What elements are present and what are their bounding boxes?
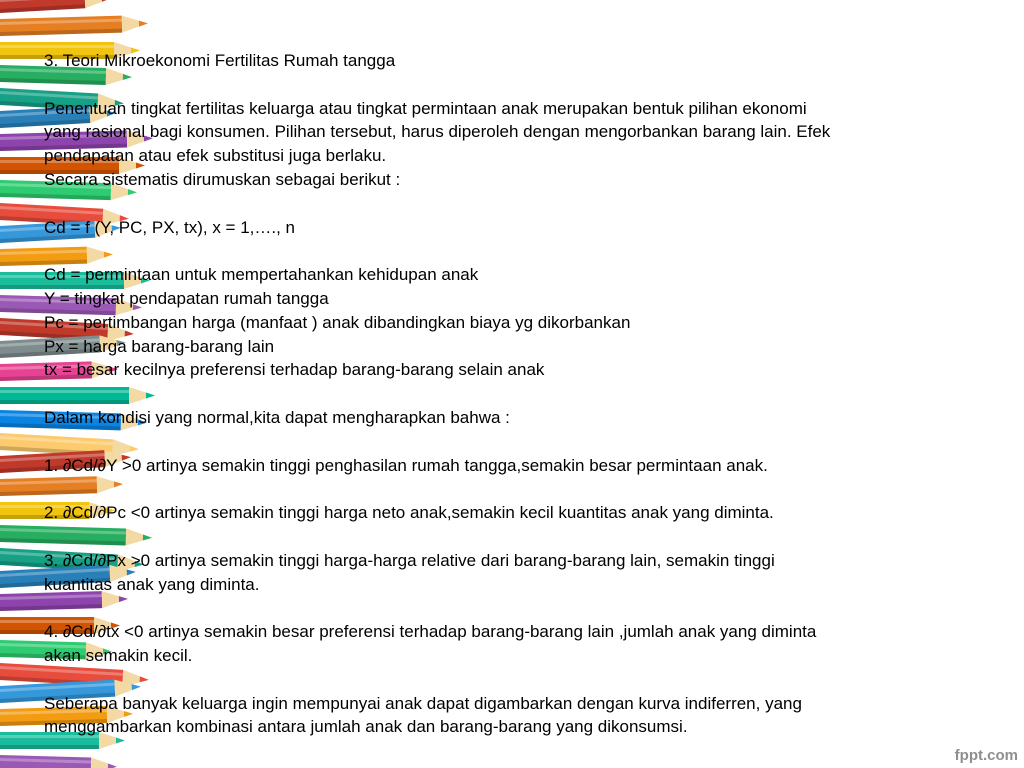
condition-2: 2. ∂Cd/∂Pc <0 artinya semakin tinggi harga neto anak,semakin kecil kuantitas anak yang diminta. (44, 503, 774, 523)
intro-line: Penentuan tingkat fertilitas keluarga atau tingkat permintaan anak merupakan bentuk pilihan ekonomi (44, 98, 807, 118)
slide-content (44, 49, 1004, 739)
formula: Cd = f (Y, PC, PX, tx), x = 1,…., n (44, 217, 295, 237)
conclusion-line: Seberapa banyak keluarga ingin mempunyai anak dapat digambarkan dengan kurva indiferren, yang (44, 693, 802, 713)
condition-4-cont: akan semakin kecil. (44, 645, 193, 665)
condition-3: 3. ∂Cd/∂Px >0 artinya semakin tinggi harga-harga relative dari barang-barang lain, semakin tinggi (44, 550, 775, 570)
condition-1: 1. ∂Cd/∂Y >0 artinya semakin tinggi penghasilan rumah tangga,semakin besar permintaan anak. (44, 455, 768, 475)
definition-line: Cd = permintaan untuk mempertahankan kehidupan anak (44, 265, 479, 285)
watermark: fppt.com (954, 747, 1018, 764)
condition-4: 4. ∂Cd/∂tx <0 artinya semakin besar preferensi terhadap barang-barang lain ,jumlah anak yang diminta (44, 622, 817, 642)
intro-line: Secara sistematis dirumuskan sebagai berikut : (44, 169, 401, 189)
definition-line: Y = tingkat pendapatan rumah tangga (44, 288, 329, 308)
expectation-intro: Dalam kondisi yang normal,kita dapat mengharapkan bahwa : (44, 407, 510, 427)
pencil (0, 755, 117, 768)
definition-line: tx = besar kecilnya preferensi terhadap barang-barang selain anak (44, 360, 545, 380)
pencil (0, 15, 148, 36)
pencil (0, 0, 111, 14)
intro-line: yang rasional bagi konsumen. Pilihan tersebut, harus diperoleh dengan mengorbankan barang lain. Efek (44, 122, 831, 142)
conclusion-line: menggambarkan kombinasi antara jumlah anak dan barang-barang yang dikonsumsi. (44, 717, 688, 737)
condition-3-cont: kuantitas anak yang diminta. (44, 574, 260, 594)
definition-line: Px = harga barang-barang lain (44, 336, 275, 356)
definition-line: Pc = pertimbangan harga (manfaat ) anak dibandingkan biaya yg dikorbankan (44, 312, 631, 332)
slide-title: 3. Teori Mikroekonomi Fertilitas Rumah tangga (44, 51, 396, 70)
intro-line: pendapatan atau efek substitusi juga berlaku. (44, 146, 387, 166)
